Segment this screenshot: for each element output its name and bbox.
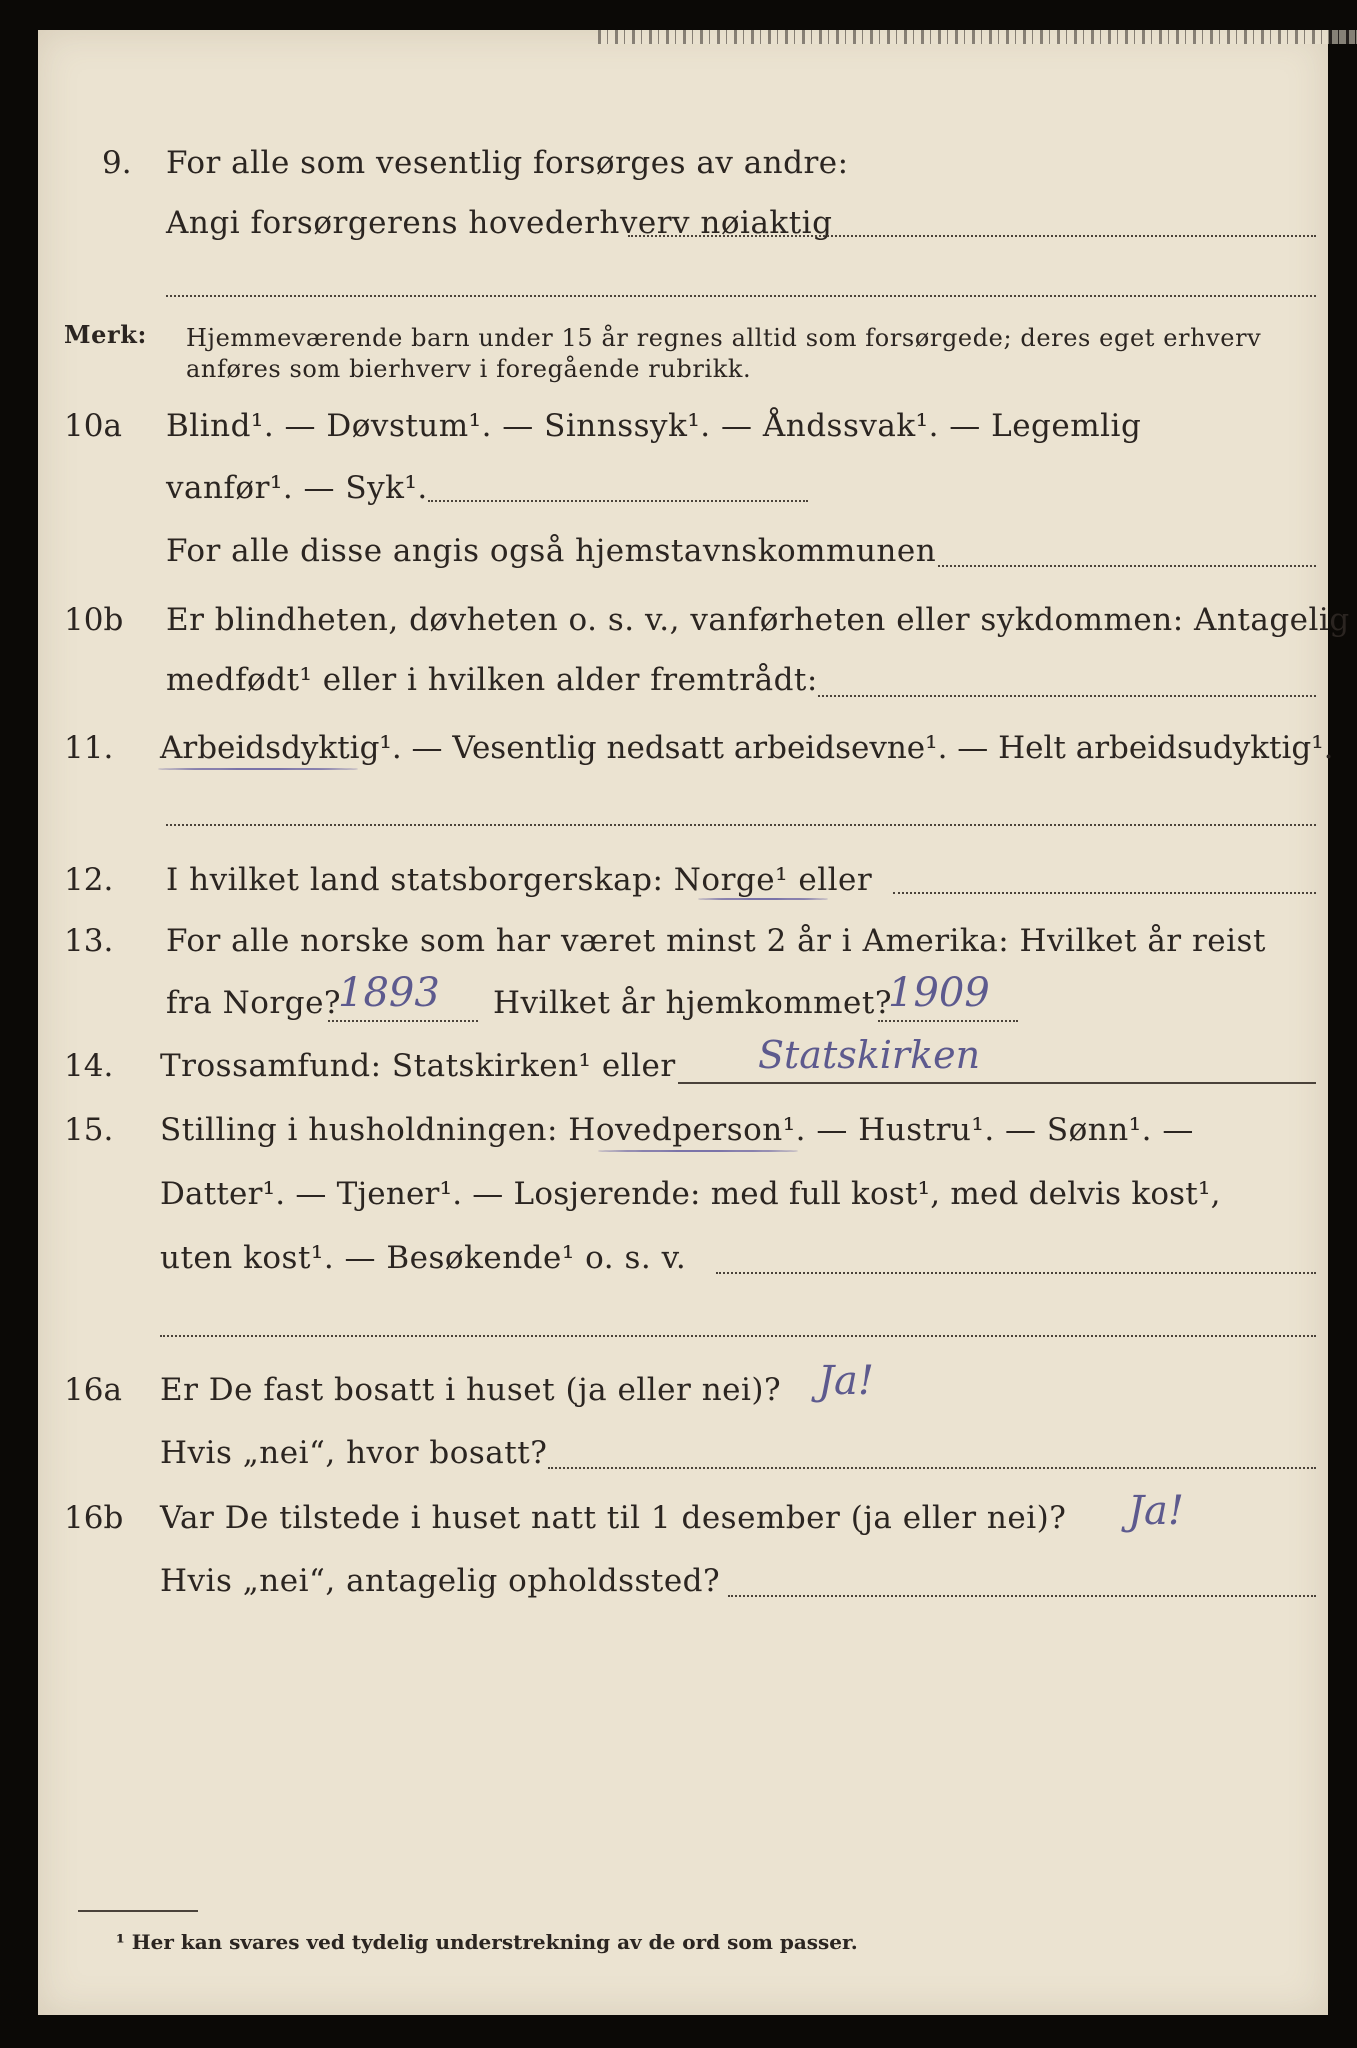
q9-answer-line-2[interactable]: [166, 295, 1316, 297]
scan-edge-marks: [598, 30, 1357, 44]
footnote: ¹ Her kan svares ved tydelig understrekning av de ord som passer.: [116, 1930, 858, 1954]
q14-line1: Trossamfund: Statskirken¹ eller: [160, 1048, 676, 1084]
q16a-answer: Ja!: [818, 1358, 874, 1404]
q11-number: 11.: [64, 730, 114, 766]
q15-number: 15.: [64, 1112, 114, 1148]
q11-handwritten-underline: [158, 768, 358, 770]
q16a-number: 16a: [64, 1372, 122, 1408]
q11-answer-line[interactable]: [166, 824, 1316, 826]
q10a-syk-line[interactable]: [428, 500, 808, 502]
q14-answer: Statskirken: [758, 1033, 981, 1077]
q13-left-line[interactable]: [328, 1020, 478, 1022]
q12-line1: I hvilket land statsborgerskap: Norge¹ eller: [166, 862, 873, 898]
census-form-page: [38, 30, 1350, 2015]
q15-handwritten-underline: [598, 1150, 798, 1152]
q12-number: 12.: [64, 862, 114, 898]
q13-number: 13.: [64, 923, 114, 959]
q12-handwritten-underline: [698, 898, 828, 900]
q15-line3: uten kost¹. — Besøkende¹ o. s. v.: [160, 1240, 687, 1276]
q12-answer-line[interactable]: [893, 892, 1316, 894]
merk-line1: Hjemmeværende barn under 15 år regnes alltid som forsørgede; deres eget erhverv: [186, 324, 1262, 352]
q10a-answer-line[interactable]: [938, 565, 1316, 567]
q9-number: 9.: [102, 145, 132, 181]
q16b-number: 16b: [64, 1500, 124, 1536]
q10b-line1: Er blindheten, døvheten o. s. v., vanførheten eller sykdommen: Antagelig: [166, 602, 1350, 638]
q13-line2b: Hvilket år hjemkommet?: [493, 985, 892, 1021]
q13-answer-left-year: 1893: [338, 970, 440, 1016]
q10b-line2: medfødt¹ eller i hvilken alder fremtrådt:: [166, 662, 818, 698]
q15-answer-line[interactable]: [716, 1272, 1316, 1274]
q14-number: 14.: [64, 1048, 114, 1084]
footnote-rule: [78, 1910, 198, 1912]
q13-return-line[interactable]: [878, 1020, 1018, 1022]
q16b-line1: Var De tilstede i huset natt til 1 desember (ja eller nei)?: [160, 1500, 1067, 1536]
q13-line2a: fra Norge?: [166, 985, 342, 1021]
q11-line1: Arbeidsdyktig¹. — Vesentlig nedsatt arbeidsevne¹. — Helt arbeidsudyktig¹.: [160, 730, 1334, 766]
q14-answer-line[interactable]: [678, 1082, 1316, 1084]
q16a-line1: Er De fast bosatt i huset (ja eller nei)?: [160, 1372, 782, 1408]
q13-line1: For alle norske som har været minst 2 år i Amerika: Hvilket år reist: [166, 923, 1266, 959]
q10b-number: 10b: [64, 602, 124, 638]
q16a-answer-line[interactable]: [548, 1467, 1316, 1469]
merk-line2: anføres som bierhverv i foregående rubrikk.: [186, 355, 752, 383]
q15-line1: Stilling i husholdningen: Hovedperson¹. — Hustru¹. — Sønn¹. —: [160, 1112, 1194, 1148]
q16a-line2: Hvis „nei“, hvor bosatt?: [160, 1435, 548, 1471]
q9-line1: For alle som vesentlig forsørges av andre:: [166, 145, 849, 181]
q16b-line2: Hvis „nei“, antagelig opholdssted?: [160, 1563, 721, 1599]
q10a-line3: For alle disse angis også hjemstavnskommunen: [166, 533, 937, 569]
q9-line2: Angi forsørgerens hovederhverv nøiaktig: [166, 205, 833, 241]
q15-answer-line-2[interactable]: [160, 1335, 1316, 1337]
q10a-number: 10a: [64, 408, 122, 444]
q15-line2: Datter¹. — Tjener¹. — Losjerende: med full kost¹, med delvis kost¹,: [160, 1176, 1221, 1212]
q9-answer-line[interactable]: [628, 235, 1316, 237]
q10b-answer-line[interactable]: [818, 695, 1316, 697]
merk-label: Merk:: [64, 320, 147, 349]
q13-answer-return-year: 1909: [888, 970, 990, 1016]
q10a-line1: Blind¹. — Døvstum¹. — Sinnssyk¹. — Åndssvak¹. — Legemlig: [166, 408, 1142, 444]
q16b-answer-line[interactable]: [728, 1595, 1316, 1597]
q16b-answer: Ja!: [1128, 1488, 1184, 1534]
q10a-line2: vanfør¹. — Syk¹.: [166, 470, 428, 506]
